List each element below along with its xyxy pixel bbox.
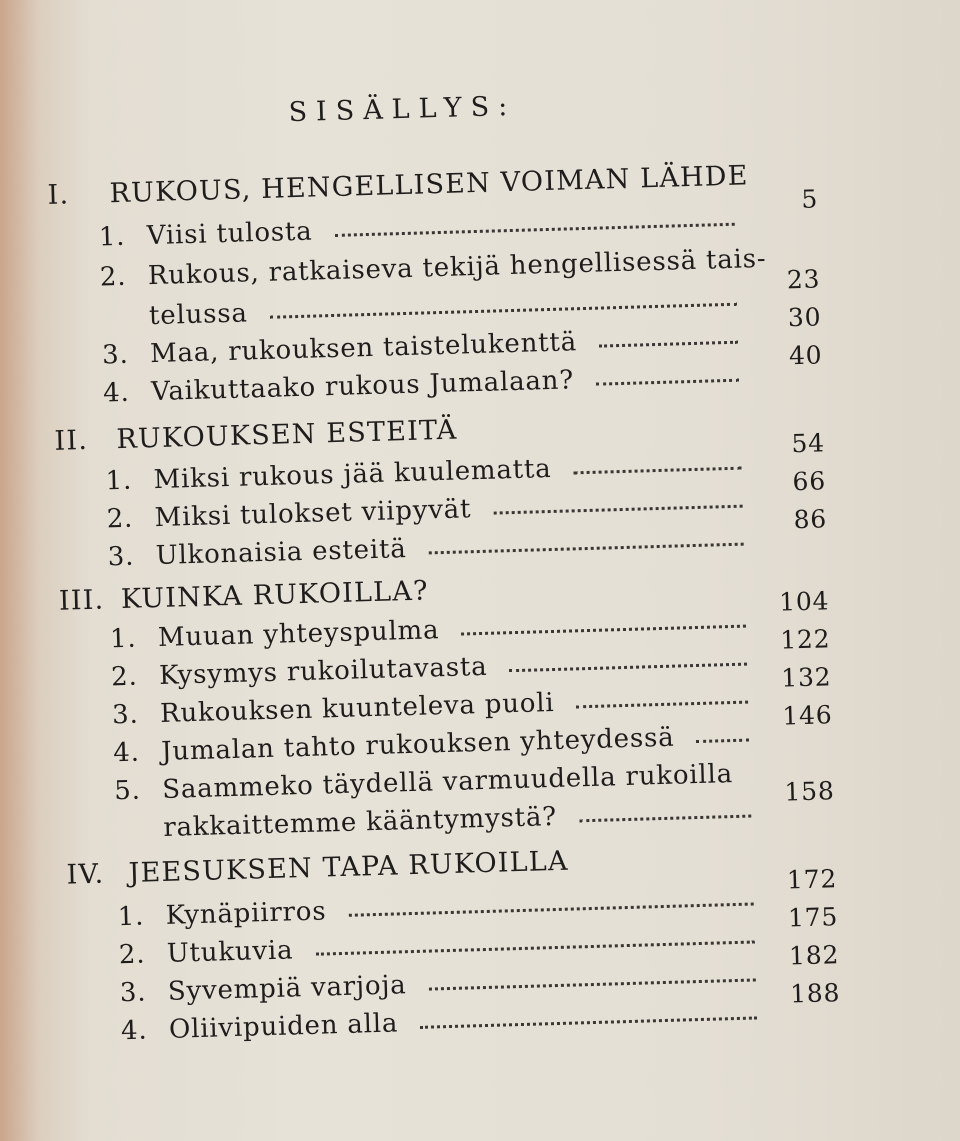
dot-leader bbox=[461, 619, 746, 636]
dot-leader bbox=[270, 297, 737, 319]
entry-title: Utukuvia bbox=[166, 935, 294, 969]
entry-title: Miksi tulokset viipyvät bbox=[154, 494, 472, 534]
entry-page: 146 bbox=[781, 700, 833, 731]
entry-title-continuation: rakkaittemme kääntymystä? bbox=[162, 801, 558, 843]
dot-leader bbox=[493, 499, 742, 515]
section-number: II. bbox=[54, 424, 89, 457]
entry-title: Ulkonaisia esteitä bbox=[155, 534, 407, 572]
entry-page: 158 bbox=[784, 776, 835, 807]
dot-leader bbox=[334, 217, 734, 237]
entry-number: 3. bbox=[101, 339, 129, 371]
section-number: I. bbox=[47, 179, 70, 211]
dot-leader bbox=[428, 972, 755, 990]
entry-title: Rukous, ratkaiseva tekijä hengellisessä tais- bbox=[147, 243, 767, 292]
entry-page: 175 bbox=[787, 902, 839, 933]
entry-title: Oliivipuiden alla bbox=[168, 1008, 399, 1045]
entry-page: 23 bbox=[786, 264, 821, 295]
entry-title: Syvempiä varjoja bbox=[167, 970, 407, 1007]
dot-leader bbox=[576, 695, 748, 709]
dot-leader bbox=[348, 896, 753, 916]
entry-title-continuation: telussa bbox=[148, 298, 249, 332]
entry-page: 132 bbox=[780, 662, 832, 693]
entry-page: 86 bbox=[793, 504, 828, 535]
entry-page: 182 bbox=[788, 940, 840, 971]
entry-number: 4. bbox=[112, 737, 141, 769]
section-title: JEESUKSEN TAPA RUKOILLA bbox=[128, 845, 570, 889]
page-title: SISÄLLYS: bbox=[288, 90, 517, 129]
entry-number: 5. bbox=[113, 775, 142, 807]
section-title: KUINKA RUKOILLA? bbox=[120, 575, 430, 616]
dot-leader bbox=[596, 373, 739, 386]
entry-page: 30 bbox=[787, 302, 822, 333]
entry-number: 1. bbox=[109, 623, 137, 655]
dot-leader bbox=[420, 1010, 757, 1028]
entry-page: 66 bbox=[792, 466, 827, 497]
entry-title: Saammeko täydellä varmuudella rukoilla bbox=[161, 759, 734, 805]
entry-number: 1. bbox=[98, 221, 126, 253]
entry-title: Muuan yhteyspulma bbox=[157, 615, 440, 654]
entry-title: Rukouksen kuunteleva puoli bbox=[159, 687, 555, 729]
entry-page: 5 bbox=[800, 184, 819, 214]
entry-title: Vaikuttaako rukous Jumalaan? bbox=[150, 365, 575, 408]
entry-number: 4. bbox=[120, 1015, 148, 1047]
entry-number: 2. bbox=[106, 503, 134, 535]
entry-page: 40 bbox=[788, 340, 823, 371]
entry-page: 122 bbox=[779, 624, 831, 655]
entry-page: 104 bbox=[778, 586, 830, 617]
section-number: III. bbox=[58, 584, 105, 617]
entry-number: 3. bbox=[107, 541, 135, 573]
entry-title: Jumalan tahto rukouksen yhteydessä bbox=[160, 722, 675, 767]
entry-title: Kysymys rukoilutavasta bbox=[158, 651, 488, 691]
entry-page: 54 bbox=[791, 428, 826, 459]
section-title: RUKOUKSEN ESTEITÄ bbox=[116, 414, 458, 456]
entry-number: 1. bbox=[105, 465, 133, 497]
entry-number: 4. bbox=[102, 377, 131, 409]
entry-number: 2. bbox=[118, 939, 146, 971]
section-heading-1 bbox=[47, 159, 808, 211]
entry-number: 1. bbox=[117, 901, 145, 933]
dot-leader bbox=[599, 335, 738, 348]
dot-leader bbox=[509, 657, 747, 673]
entry-title: Miksi rukous jää kuulematta bbox=[153, 453, 552, 496]
entry-number: 3. bbox=[119, 977, 147, 1009]
section-number: IV. bbox=[66, 858, 105, 891]
entry-number: 3. bbox=[111, 699, 140, 731]
entry-title: Maa, rukouksen taistelukenttä bbox=[149, 327, 578, 370]
entry-number: 2. bbox=[99, 261, 127, 293]
dot-leader bbox=[573, 461, 741, 475]
entry-title: Kynäpiirros bbox=[165, 896, 327, 931]
entry-page: 172 bbox=[786, 864, 838, 895]
entry-title: Viisi tulosta bbox=[146, 216, 313, 252]
entry-page: 188 bbox=[789, 978, 841, 1009]
section-title: RUKOUS, HENGELLISEN VOIMAN LÄHDE bbox=[109, 160, 749, 210]
dot-leader bbox=[696, 733, 749, 743]
dot-leader bbox=[315, 934, 755, 955]
entry-number: 2. bbox=[110, 661, 138, 693]
dot-leader bbox=[428, 537, 743, 555]
dot-leader bbox=[579, 809, 751, 823]
